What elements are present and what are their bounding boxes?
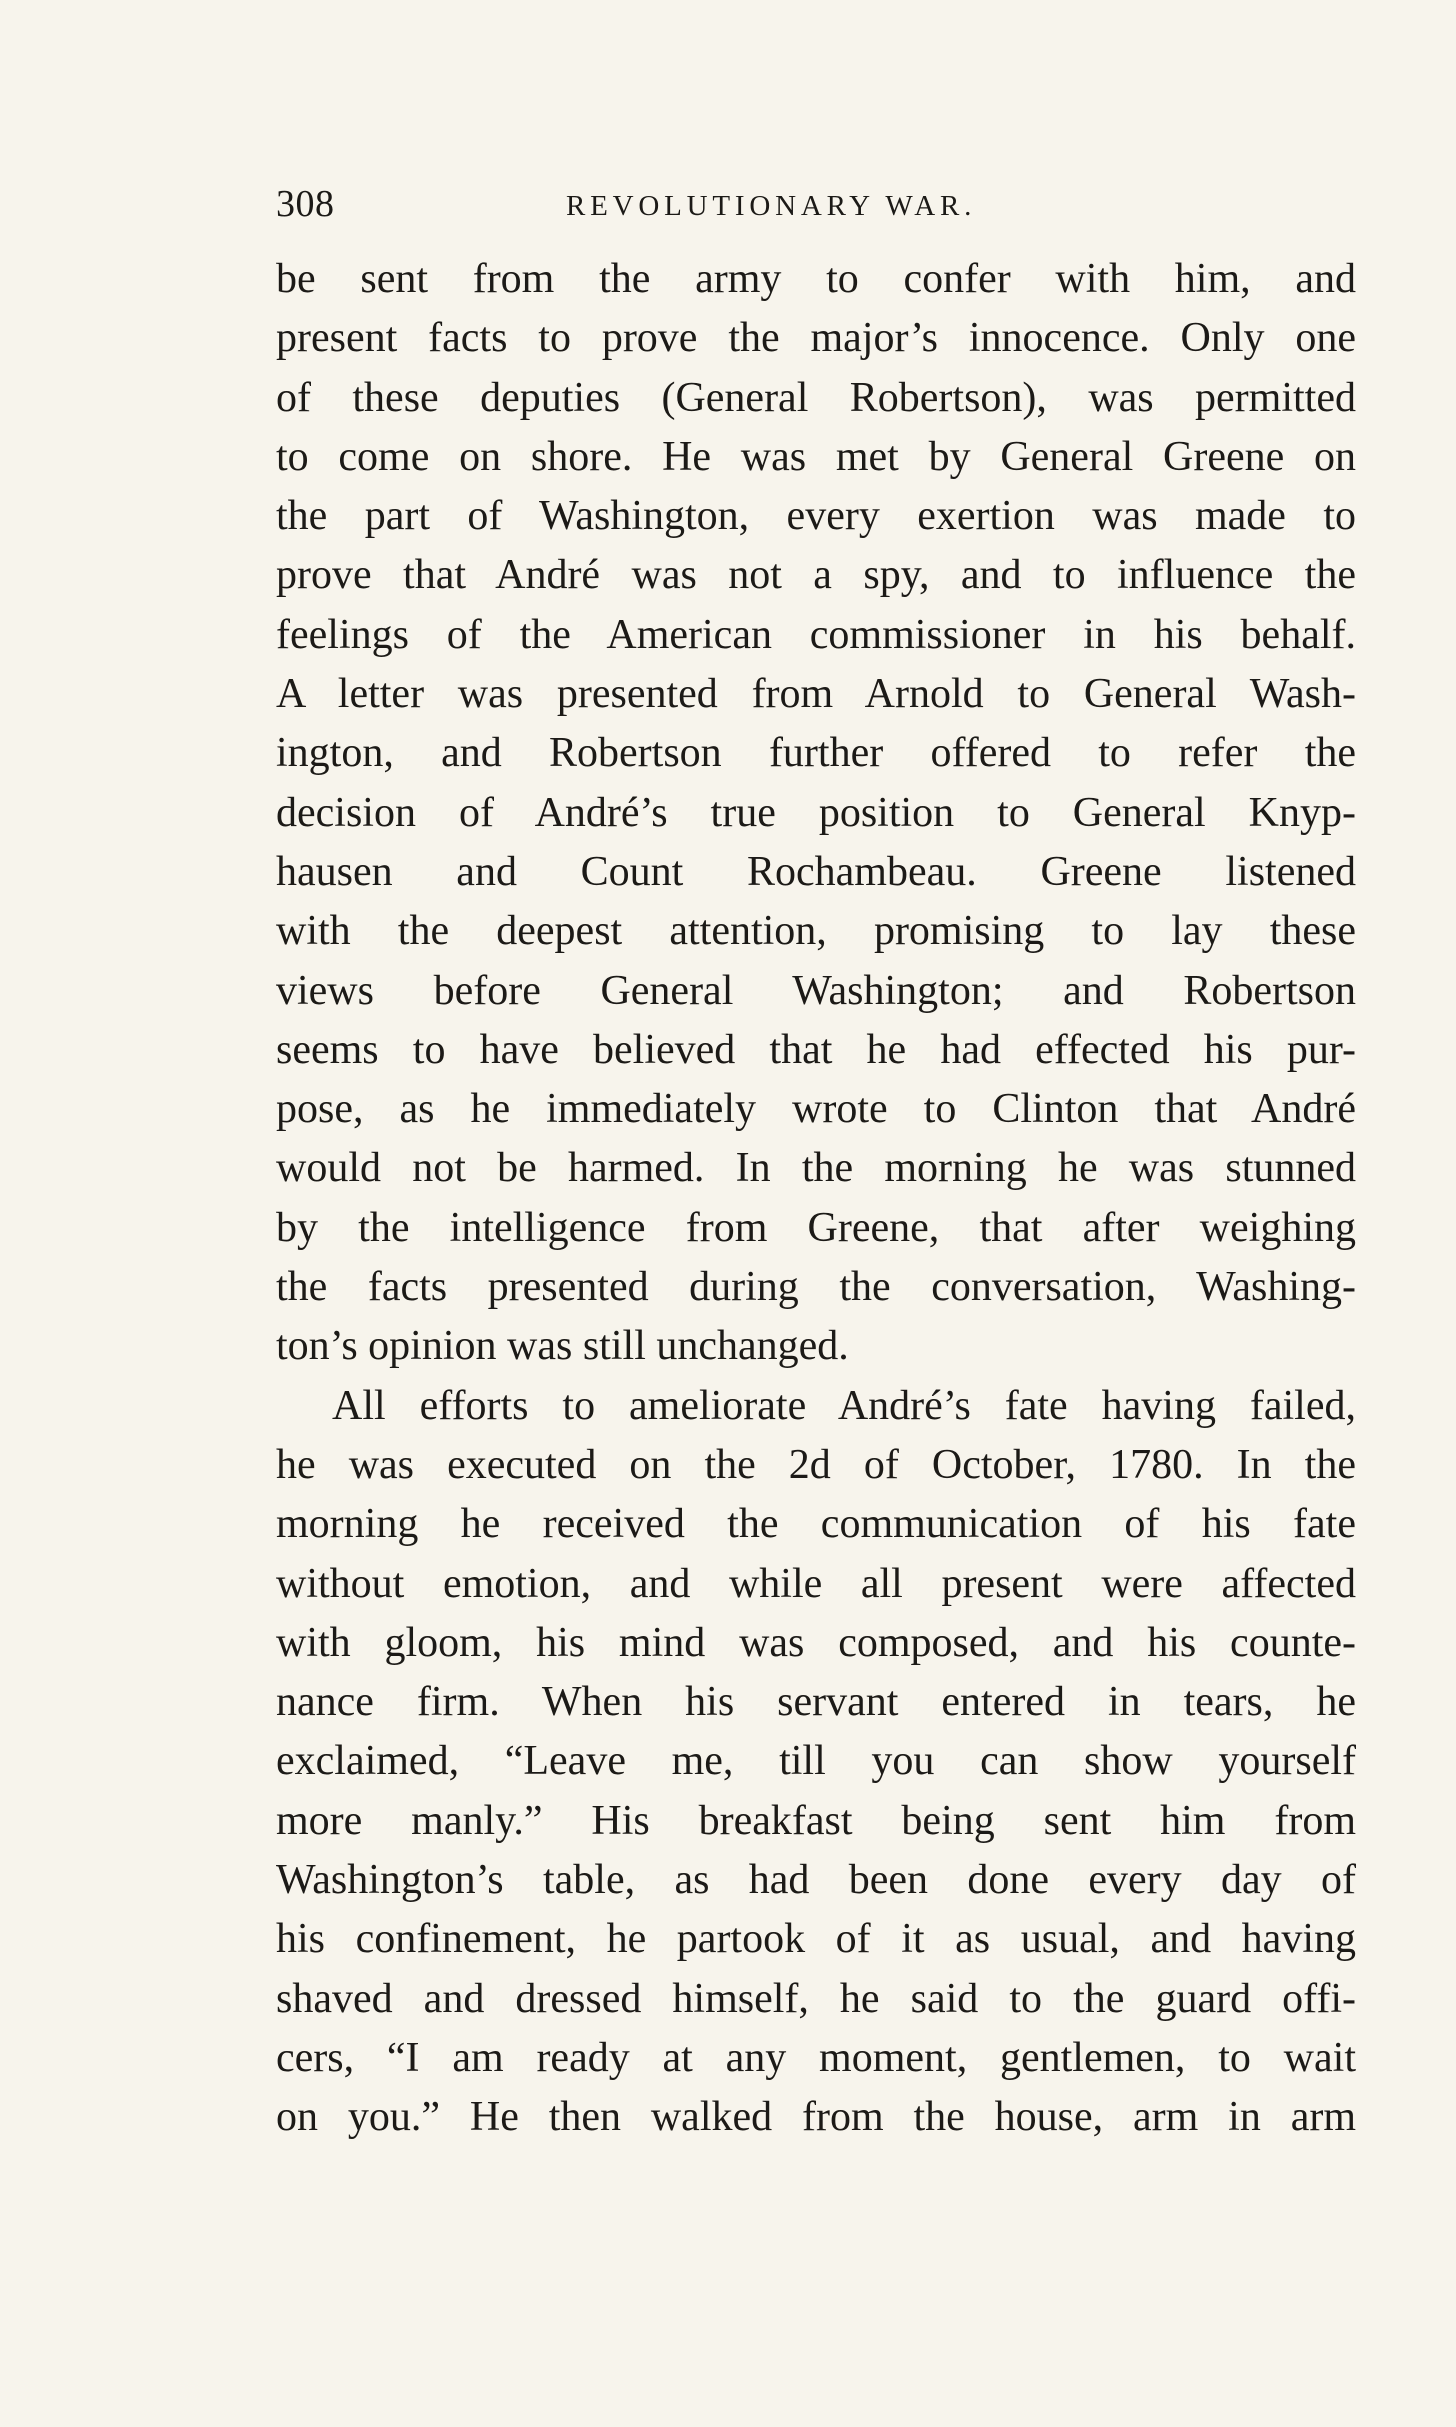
text-line: seems to have believed that he had effected his pur-	[276, 1026, 1356, 1073]
text-line: the part of Washington, every exertion was made to	[276, 493, 1356, 540]
text-line: would not be harmed. In the morning he was stunned	[276, 1145, 1356, 1192]
text-line: without emotion, and while all present were affected	[276, 1560, 1356, 1607]
text-line: A letter was presented from Arnold to General Wash-	[276, 671, 1356, 718]
text-line: the facts presented during the conversation, Washing-	[276, 1264, 1356, 1311]
text-line: decision of André’s true position to General Knyp-	[276, 789, 1356, 836]
text-line: of these deputies (General Robertson), was permitted	[276, 374, 1356, 421]
text-line: Washington’s table, as had been done every day of	[276, 1857, 1356, 1904]
page-number: 308	[276, 183, 335, 225]
text-line: present facts to prove the major’s innocence. Only one	[276, 315, 1356, 362]
text-line: prove that André was not a spy, and to influence the	[276, 552, 1356, 599]
paragraph-first-line: All efforts to ameliorate André’s fate having failed,	[332, 1382, 1356, 1429]
running-title: REVOLUTIONARY WAR.	[566, 190, 977, 222]
text-line: views before General Washington; and Robertson	[276, 967, 1356, 1014]
text-line: cers, “I am ready at any moment, gentlemen, to wait	[276, 2034, 1356, 2081]
text-line: to come on shore. He was met by General Greene on	[276, 433, 1356, 480]
text-line: feelings of the American commissioner in his behalf.	[276, 611, 1356, 658]
text-line: more manly.” His breakfast being sent him from	[276, 1797, 1356, 1844]
text-line: by the intelligence from Greene, that after weighing	[276, 1204, 1356, 1251]
text-line: nance firm. When his servant entered in tears, he	[276, 1679, 1356, 1726]
text-line: exclaimed, “Leave me, till you can show yourself	[276, 1738, 1356, 1785]
text-line: his confinement, he partook of it as usual, and having	[276, 1916, 1356, 1963]
text-line: shaved and dressed himself, he said to the guard offi-	[276, 1975, 1356, 2022]
text-line: hausen and Count Rochambeau. Greene listened	[276, 848, 1356, 895]
text-line: pose, as he immediately wrote to Clinton that André	[276, 1086, 1356, 1133]
body-text	[276, 250, 1356, 2148]
text-line: ton’s opinion was still unchanged.	[276, 1323, 849, 1370]
text-line: on you.” He then walked from the house, arm in arm	[276, 2094, 1356, 2141]
text-line: with the deepest attention, promising to lay these	[276, 908, 1356, 955]
text-line: morning he received the communication of his fate	[276, 1501, 1356, 1548]
text-line: ington, and Robertson further offered to refer the	[276, 730, 1356, 777]
running-head	[276, 178, 1356, 230]
text-line: be sent from the army to confer with him, and	[276, 256, 1356, 302]
text-line: with gloom, his mind was composed, and his counte-	[276, 1619, 1356, 1666]
text-line: he was executed on the 2d of October, 1780. In the	[276, 1441, 1356, 1488]
